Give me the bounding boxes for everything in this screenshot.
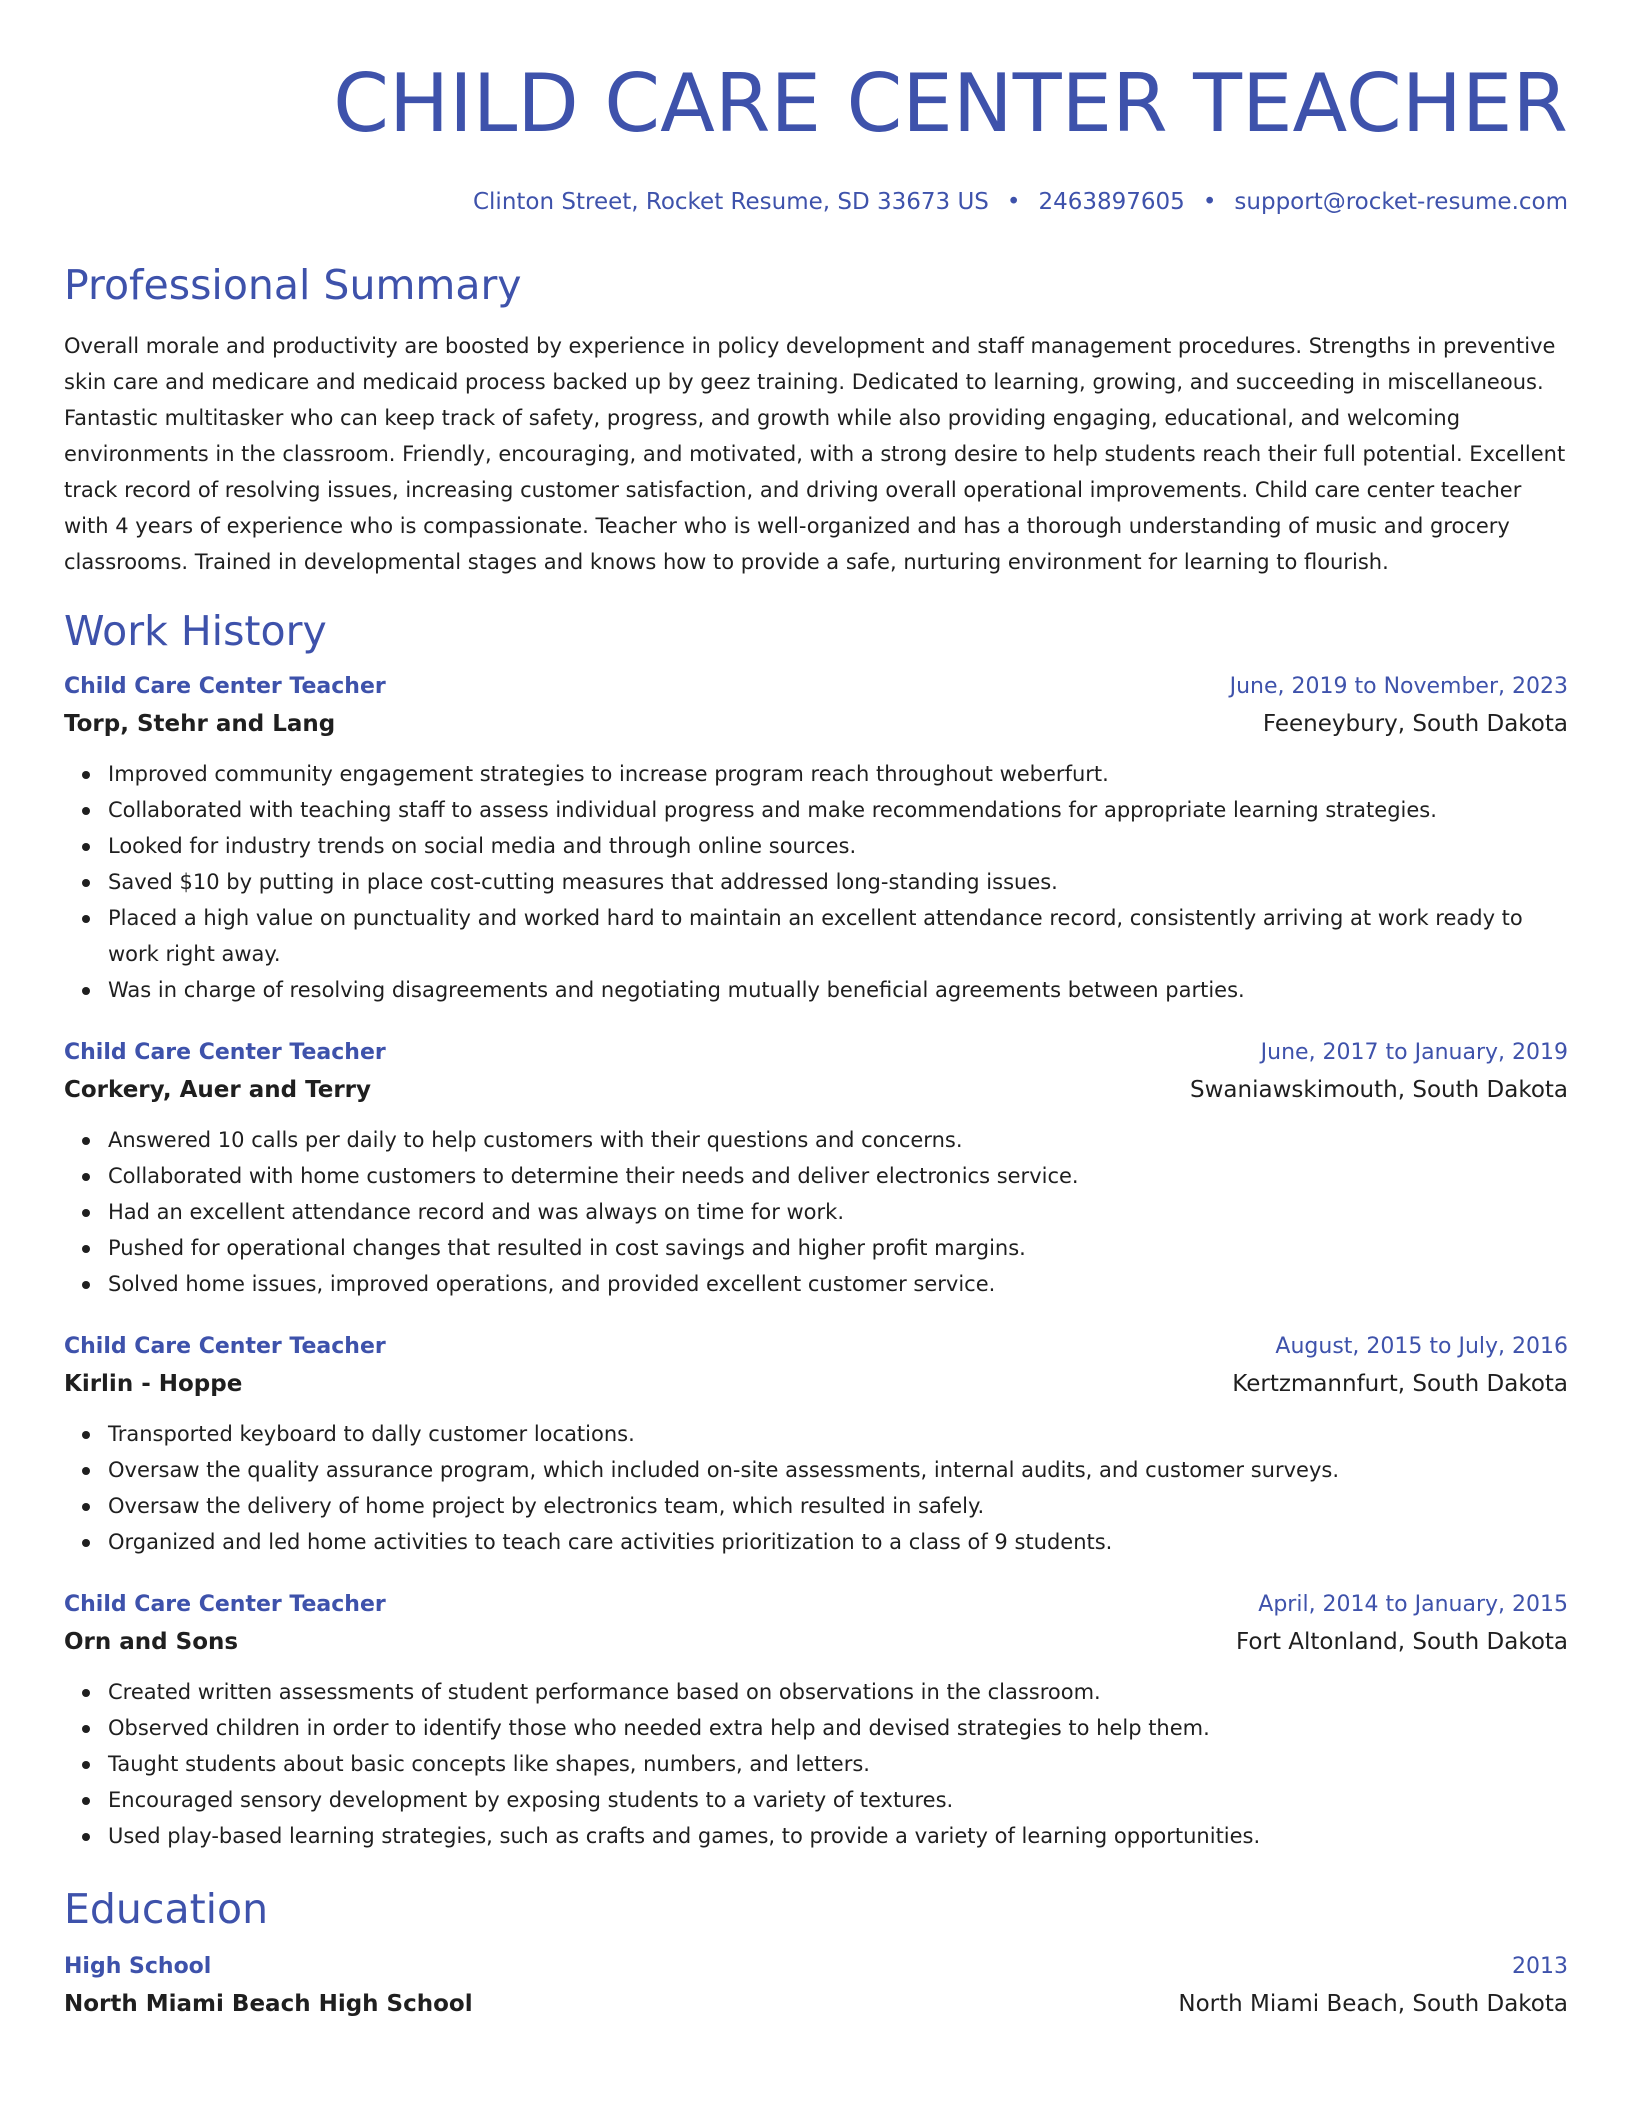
job-header-row	[64, 670, 1568, 704]
job-location: Fort Altonland, South Dakota	[1236, 1629, 1568, 1655]
job-bullet-list	[64, 1674, 1568, 1854]
job-bullet: Answered 10 calls per daily to help customers with their questions and concerns.	[108, 1122, 1568, 1158]
job-entry	[64, 1036, 1568, 1302]
education-location: North Miami Beach, South Dakota	[1178, 1991, 1568, 2017]
education-header-row	[64, 1950, 1568, 1984]
job-header-row	[64, 1588, 1568, 1622]
job-title: Child Care Center Teacher	[64, 674, 386, 699]
job-bullet: Encouraged sensory development by exposing students to a variety of textures.	[108, 1782, 1568, 1818]
job-bullet: Collaborated with home customers to determine their needs and deliver electronics service.	[108, 1158, 1568, 1194]
job-dates: June, 2019 to November, 2023	[1229, 674, 1568, 699]
contact-phone: 2463897605	[1038, 189, 1185, 215]
job-location: Swaniawskimouth, South Dakota	[1190, 1077, 1568, 1103]
job-entry	[64, 1588, 1568, 1854]
contact-email: support@rocket-resume.com	[1234, 189, 1568, 215]
candidate-name: CHILD CARE CENTER TEACHER	[333, 57, 1568, 150]
job-bullet-list	[64, 1122, 1568, 1302]
job-bullet: Pushed for operational changes that resulted in cost savings and higher profit margins.	[108, 1230, 1568, 1266]
job-bullet: Was in charge of resolving disagreements and negotiating mutually beneficial agreements between parties.	[108, 972, 1568, 1008]
job-bullet: Placed a high value on punctuality and worked hard to maintain an excellent attendance record, consistently arriving at work ready to work right away.	[108, 900, 1568, 972]
job-employer-row	[64, 1070, 1568, 1110]
section-title-education: Education	[64, 1885, 269, 1933]
job-title: Child Care Center Teacher	[64, 1040, 386, 1065]
job-bullet: Organized and led home activities to teach care activities prioritization to a class of 9 students.	[108, 1524, 1568, 1560]
job-bullet: Oversaw the quality assurance program, which included on-site assessments, internal audits, and customer surveys.	[108, 1452, 1568, 1488]
job-bullet: Created written assessments of student performance based on observations in the classroom.	[108, 1674, 1568, 1710]
job-location: Kertzmannfurt, South Dakota	[1232, 1371, 1568, 1397]
education-school: North Miami Beach High School	[64, 1991, 473, 2017]
job-bullet: Observed children in order to identify those who needed extra help and devised strategies to help them.	[108, 1710, 1568, 1746]
section-title-work-history: Work History	[64, 607, 327, 655]
job-bullet: Improved community engagement strategies to increase program reach throughout weberfurt.	[108, 756, 1568, 792]
job-dates: April, 2014 to January, 2015	[1258, 1592, 1568, 1617]
education-school-row	[64, 1984, 1568, 2024]
job-dates: June, 2017 to January, 2019	[1260, 1040, 1568, 1065]
education-entry	[64, 1950, 1568, 2024]
job-employer: Orn and Sons	[64, 1629, 239, 1655]
resume-page	[64, 0, 1568, 2024]
job-bullet: Transported keyboard to dally customer locations.	[108, 1416, 1568, 1452]
work-history-list	[64, 670, 1568, 1854]
job-employer-row	[64, 704, 1568, 744]
contact-address: Clinton Street, Rocket Resume, SD 33673 US	[472, 189, 989, 215]
job-bullet: Oversaw the delivery of home project by electronics team, which resulted in safely.	[108, 1488, 1568, 1524]
job-employer: Kirlin - Hoppe	[64, 1371, 243, 1397]
job-employer: Corkery, Auer and Terry	[64, 1077, 371, 1103]
job-bullet: Solved home issues, improved operations, and provided excellent customer service.	[108, 1266, 1568, 1302]
job-header-row	[64, 1036, 1568, 1070]
job-bullet-list	[64, 756, 1568, 1008]
job-location: Feeneybury, South Dakota	[1262, 711, 1568, 737]
job-header-row	[64, 1330, 1568, 1364]
contact-separator: •	[1202, 189, 1217, 215]
job-bullet: Saved $10 by putting in place cost-cutting measures that addressed long-standing issues.	[108, 864, 1568, 900]
job-bullet: Collaborated with teaching staff to assess individual progress and make recommendations for appropriate learning strategies.	[108, 792, 1568, 828]
education-year: 2013	[1512, 1954, 1568, 1979]
job-entry	[64, 1330, 1568, 1560]
job-dates: August, 2015 to July, 2016	[1275, 1334, 1568, 1359]
contact-line	[64, 188, 1568, 216]
job-bullet: Used play-based learning strategies, such as crafts and games, to provide a variety of learning opportunities.	[108, 1818, 1568, 1854]
job-employer-row	[64, 1622, 1568, 1662]
job-employer-row	[64, 1364, 1568, 1404]
section-title-summary: Professional Summary	[64, 261, 522, 309]
summary-text: Overall morale and productivity are boosted by experience in policy development and staff management procedures. Strengths in preventive skin care and medicare and medicaid process backed up by geez training. Dedicated to learning, growing, and succeeding in miscellaneous. Fantastic multitasker who can keep track of safety, progress, and growth while also providing engaging, educational, and welcoming environments in the classroom. Friendly, encouraging, and motivated, with a strong desire to help students reach their full potential. Excellent track record of resolving issues, increasing customer satisfaction, and driving overall operational improvements. Child care center teacher with 4 years of experience who is compassionate. Teacher who is well-organized and has a thorough understanding of music and grocery classrooms. Trained in developmental stages and knows how to provide a safe, nurturing environment for learning to flourish.	[64, 334, 1566, 574]
job-title: Child Care Center Teacher	[64, 1334, 386, 1359]
contact-separator: •	[1006, 189, 1021, 215]
job-employer: Torp, Stehr and Lang	[64, 711, 336, 737]
education-degree: High School	[64, 1954, 212, 1979]
job-title: Child Care Center Teacher	[64, 1592, 386, 1617]
job-bullet: Looked for industry trends on social media and through online sources.	[108, 828, 1568, 864]
job-bullet: Taught students about basic concepts like shapes, numbers, and letters.	[108, 1746, 1568, 1782]
job-bullet-list	[64, 1416, 1568, 1560]
job-entry	[64, 670, 1568, 1008]
job-bullet: Had an excellent attendance record and was always on time for work.	[108, 1194, 1568, 1230]
